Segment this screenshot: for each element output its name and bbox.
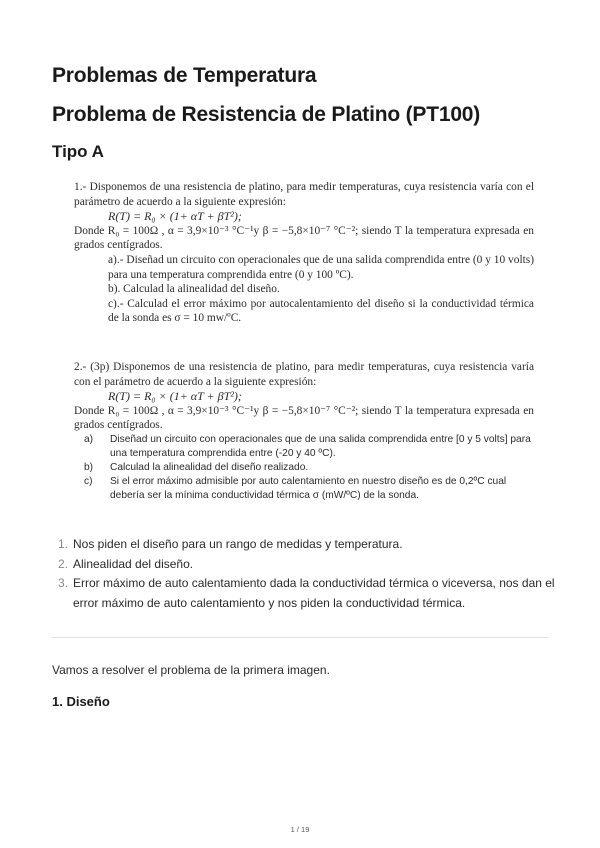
design-heading: 1. Diseño	[52, 694, 110, 709]
problem-2-item-b: b) Calculad la alinealidad del diseño realizado.	[84, 461, 309, 473]
page-number: 1 / 19	[290, 825, 310, 834]
problem-1-item-c: c).- Calculad el error máximo por autocalentamiento del diseño si la conductividad térmica de la sonda es σ = 10 mw/ºC.	[108, 297, 534, 325]
problem-1-donde: Donde R₀ = 100Ω , α = 3,9×10⁻³ °C⁻¹y β = −5,8×10⁻⁷ °C⁻²; siendo T la temperatura expresada en grados centígrados.	[74, 224, 534, 252]
section-heading: Tipo A	[52, 142, 104, 161]
problem-2-formula: R(T) = R₀ × (1+ αT + βT²);	[108, 389, 242, 404]
problem-1-image	[74, 180, 534, 326]
page-title: Problemas de Temperatura	[52, 64, 317, 87]
numbered-list	[58, 535, 558, 613]
list-item: 2. Alinealidad del diseño.	[58, 556, 194, 571]
problem-1-intro: 1.- Disponemos de una resistencia de platino, para medir temperaturas, cuya resistencia varía con el parámetro de acuerdo a la siguiente expresión:	[74, 181, 534, 208]
problem-2-item-c: c) Si el error máximo admisible por auto calentamiento en nuestro diseño es de 0,2ºC cual debería ser la mínima conductividad térmica σ (mW/ºC) de la sonda.	[84, 475, 507, 501]
list-item: 1. Nos piden el diseño para un rango de medidas y temperatura.	[58, 537, 403, 551]
problem-1-item-b: b). Calculad la alinealidad del diseño.	[108, 283, 280, 296]
problem-1-formula: R(T) = R₀ × (1+ αT + βT²);	[108, 209, 242, 224]
problem-2-donde: Donde R₀ = 100Ω , α = 3,9×10⁻³ °C⁻¹y β = −5,8×10⁻⁷ °C⁻²; siendo T la temperatura expresada en grados centígrados.	[74, 404, 534, 432]
problem-1-item-a: a).- Diseñad un circuito con operacionales que de una salida comprendida entre (0 y 10 volts) para una temperatura comprendida entre (0 y 100 ºC).	[108, 253, 534, 281]
intro-paragraph: Vamos a resolver el problema de la primera imagen.	[52, 663, 330, 677]
page-subtitle: Problema de Resistencia de Platino (PT100)	[52, 103, 481, 126]
problem-2-intro: 2.- (3p) Disponemos de una resistencia de platino, para medir temperaturas, cuya resistencia varía con el parámetro de acuerdo a la siguiente expresión:	[74, 361, 534, 388]
list-item: 3. Error máximo de auto calentamiento dada la conductividad térmica o viceversa, nos dan el error máximo de auto calentamiento y nos piden la conductividad térmica.	[58, 576, 555, 610]
problem-2-item-a: a) Diseñad un circuito con operacionales que de una salida comprendida entre [0 y 5 volts] para una temperatura comprendida entre (-20 y 40 ºC).	[84, 433, 531, 459]
horizontal-divider	[52, 637, 548, 638]
problem-2-image	[74, 360, 534, 503]
